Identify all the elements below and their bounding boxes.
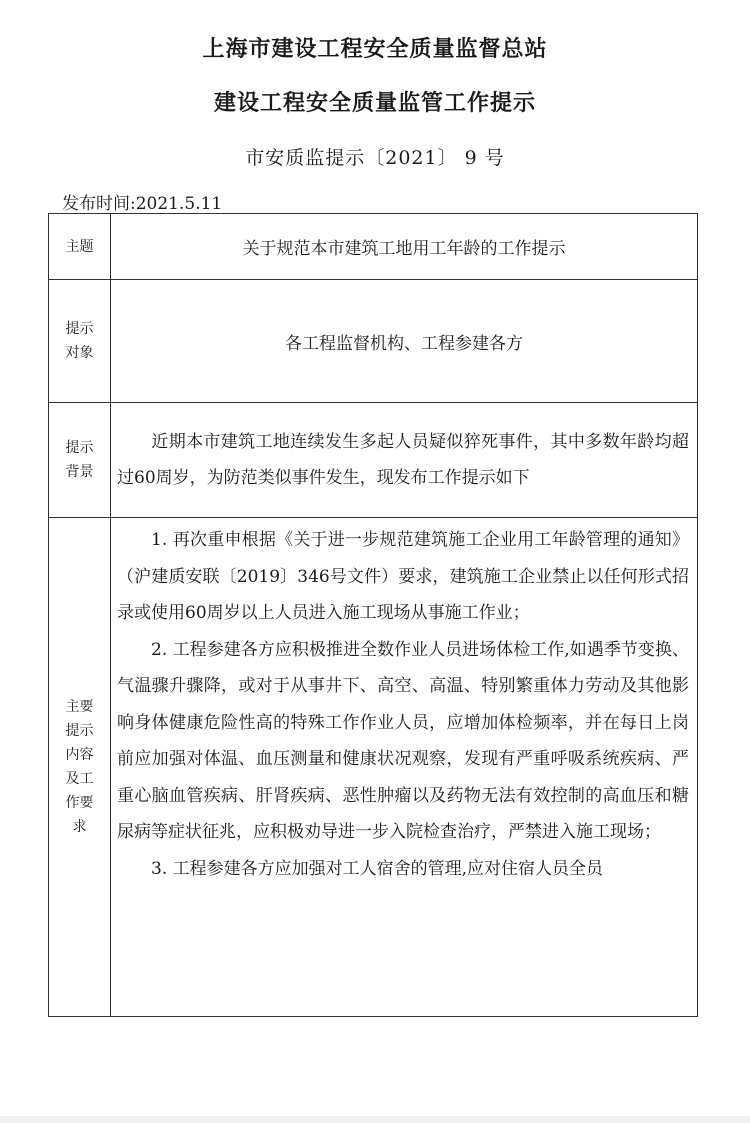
background-text: 近期本市建筑工地连续发生多起人员疑似猝死事件，其中多数年龄均超过60周岁，为防范类似事件发生，现发布工作提示如下 [117, 431, 689, 488]
target-content: 各工程监督机构、工程参建各方 [111, 280, 698, 403]
subject-content: 关于规范本市建筑工地用工年龄的工作提示 [111, 214, 698, 280]
page-bottom-bar [0, 1116, 750, 1123]
notice-table [48, 213, 698, 1017]
background-label [49, 403, 111, 518]
publish-time: 发布时间:2021.5.11 [62, 194, 223, 214]
subject-label: 主题 [49, 214, 111, 280]
requirements-label-line: 求 [72, 819, 87, 835]
requirements-label [49, 518, 111, 1017]
document-title: 建设工程安全质量监管工作提示 [213, 90, 536, 116]
subject-row [49, 214, 698, 280]
background-content [111, 403, 698, 518]
background-label-line: 背景 [65, 464, 94, 480]
requirement-item: 3. 工程参建各方应加强对工人宿舍的管理,应对住宿人员全员 [151, 858, 604, 879]
org-title: 上海市建设工程安全质量监督总站 [202, 36, 548, 62]
requirements-content [111, 518, 698, 1017]
requirements-row [49, 518, 698, 1017]
background-label-line: 提示 [65, 440, 94, 456]
target-row [49, 280, 698, 403]
target-label-line: 提示 [65, 321, 94, 337]
requirements-label-line: 提示 [65, 723, 94, 739]
target-label [49, 280, 111, 403]
target-label-line: 对象 [65, 345, 94, 361]
requirements-label-line: 主要 [65, 699, 94, 715]
requirement-item: 1. 再次重申根据《关于进一步规范建筑施工企业用工年龄管理的通知》（沪建质安联〔2019〕346号文件）要求，建筑施工企业禁止以任何形式招录或使用60周岁以上人员进入施工现场从事施工作业； [117, 530, 689, 623]
background-row [49, 403, 698, 518]
requirements-label-line: 及工 [65, 771, 94, 787]
requirement-item: 2. 工程参建各方应积极推进全数作业人员进场体检工作,如遇季节变换、气温骤升骤降，或对于从事井下、高空、高温、特别繁重体力劳动及其他影响身体健康危险性高的特殊工作作业人员，应增加体检频率，并在每日上岗前应加强对体温、血压测量和健康状况观察，发现有严重呼吸系统疾病、严重心脑血管疾病、肝肾疾病、恶性肿瘤以及药物无法有效控制的高血压和糖尿病等症状征兆，应积极劝导进一步入院检查治疗，严禁进入施工现场； [117, 639, 689, 842]
requirements-label-line: 作要 [65, 795, 94, 811]
document-number: 市安质监提示〔2021〕 9 号 [245, 147, 505, 169]
requirements-label-line: 内容 [65, 747, 94, 763]
